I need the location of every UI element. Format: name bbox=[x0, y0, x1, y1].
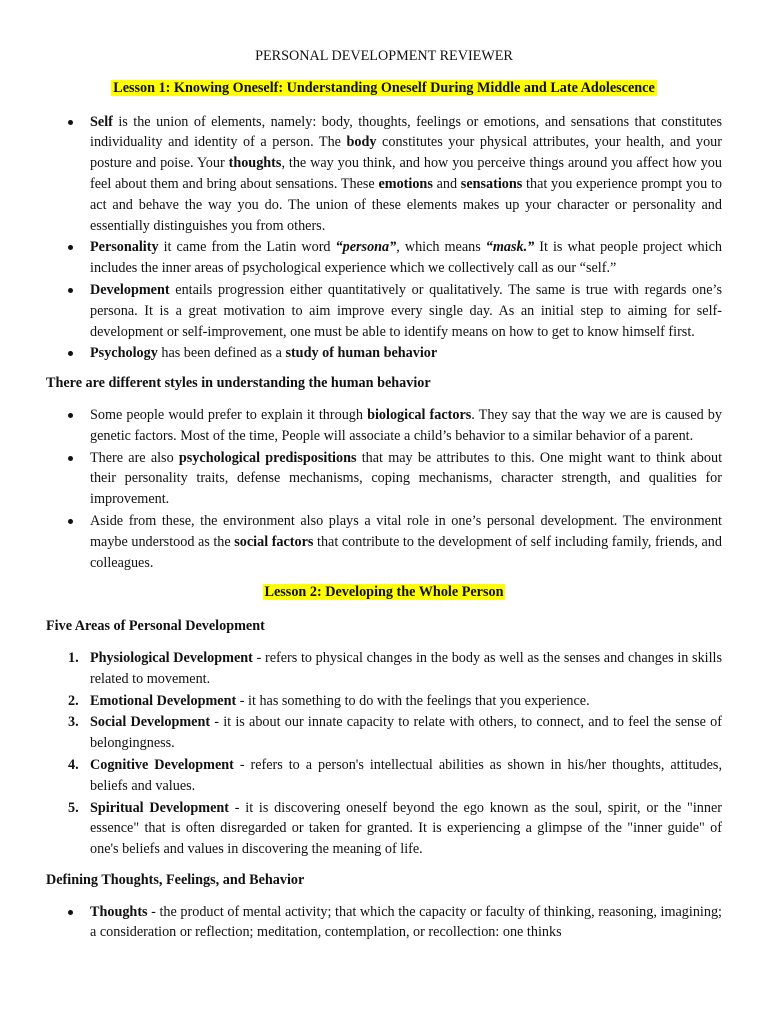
bold-term: “persona” bbox=[335, 239, 397, 256]
bold-term: sensations bbox=[460, 175, 523, 192]
five-areas-list bbox=[46, 648, 722, 860]
list-term: Cognitive Development bbox=[90, 756, 234, 773]
bold-term: Thoughts bbox=[90, 903, 148, 920]
bullet-item bbox=[90, 112, 722, 237]
body-text: It is what people project which includes the inner areas of psychological experience which we collectively call as our “self.” bbox=[90, 239, 722, 277]
lesson-2-heading-text: Lesson 2: Developing the Whole Person bbox=[264, 584, 504, 601]
bold-term: Development bbox=[90, 281, 170, 298]
list-desc: - refers to physical changes in the body as well as the senses and changes in skills related to movement. bbox=[90, 649, 723, 687]
list-item bbox=[68, 755, 722, 797]
list-number: 2. bbox=[68, 692, 79, 709]
list-term: Social Development bbox=[90, 714, 211, 731]
bullet-item bbox=[90, 343, 722, 364]
list-item bbox=[68, 691, 722, 712]
body-text: Some people would prefer to explain it through bbox=[90, 406, 368, 423]
list-item bbox=[68, 798, 722, 860]
bullet-item bbox=[90, 511, 722, 573]
body-text: There are also bbox=[90, 449, 179, 466]
body-text: that may be attributes to this. One might want to think about their personality traits, defense mechanisms, coping mechanisms, character strength, and qualities for improvement. bbox=[90, 449, 723, 508]
bullet-item bbox=[90, 280, 722, 342]
body-text: Aside from these, the environment also plays a vital role in one’s personal development. The environment maybe understood as the bbox=[90, 512, 722, 550]
bullet-item bbox=[90, 448, 722, 510]
list-number: 3. bbox=[68, 714, 79, 731]
body-text: that contribute to the development of self including family, friends, and colleagues. bbox=[90, 533, 722, 571]
body-text: that you experience prompt you to act and behave the way you do. The union of these elements makes up your character or personality and essentially distinguishes you from others. bbox=[90, 175, 722, 234]
body-text: , which means bbox=[396, 239, 486, 256]
body-text: - the product of mental activity; that which the capacity or faculty of thinking, reasoning, imagining; a consideration or reflection; meditation, contemplation, or recollection: one thinks bbox=[90, 903, 722, 941]
bold-term: biological factors bbox=[367, 406, 472, 423]
lesson-1-bullet-list bbox=[46, 112, 722, 365]
bold-term: “mask.” bbox=[485, 239, 535, 256]
list-desc: - it is discovering oneself beyond the ego known as the soul, spirit, or the "inner essence" that is often disregarded or taken for granted. It is experiencing a glimpse of the "inner guide" of one's beliefs and values in discovering the meaning of life. bbox=[90, 799, 722, 858]
body-text: , the way you think, and how you perceive things around you affect how you feel about them and bring about sensations. These bbox=[90, 155, 722, 192]
styles-bullet-list bbox=[46, 405, 722, 573]
bold-term: Psychology bbox=[90, 345, 158, 362]
lesson-1-heading bbox=[46, 78, 722, 99]
bullet-item bbox=[90, 237, 722, 279]
defining-heading: Defining Thoughts, Feelings, and Behavior bbox=[46, 871, 305, 888]
bold-term: emotions bbox=[378, 175, 433, 192]
list-item bbox=[68, 648, 723, 690]
bold-term: psychological predispositions bbox=[178, 449, 357, 466]
list-term: Physiological Development bbox=[90, 649, 253, 666]
lesson-1-heading-text: Lesson 1: Knowing Oneself: Understanding Oneself During Middle and Late Adolescence bbox=[113, 79, 655, 96]
list-term: Spiritual Development bbox=[90, 799, 229, 816]
bullet-item bbox=[90, 405, 722, 447]
body-text: it came from the Latin word bbox=[158, 239, 336, 256]
list-number: 4. bbox=[68, 756, 79, 773]
document-title: PERSONAL DEVELOPMENT REVIEWER bbox=[255, 48, 513, 64]
defining-bullet-list bbox=[46, 902, 722, 944]
bold-term: thoughts bbox=[228, 155, 282, 172]
lesson-2-heading bbox=[46, 582, 722, 603]
body-text: constitutes your physical attributes, your health, and your posture and poise. Your bbox=[90, 134, 722, 172]
list-desc: - refers to a person's intellectual abilities as shown in his/her thoughts, attitudes, beliefs and values. bbox=[90, 756, 722, 794]
list-number: 1. bbox=[68, 649, 79, 666]
bold-term: study of human behavior bbox=[285, 345, 438, 362]
body-text: is the union of elements, namely: body, thoughts, feelings or emotions, and sensations that constitutes individuality and identity of a person. The bbox=[90, 113, 722, 151]
styles-heading: There are different styles in understanding the human behavior bbox=[46, 375, 431, 392]
body-text: . They say that the way we are is caused by genetic factors. Most of the time, People will associate a child’s behavior to a similar behavior of a parent. bbox=[90, 406, 722, 444]
list-term: Emotional Development bbox=[90, 692, 237, 709]
body-text: entails progression either quantitatively or qualitatively. The same is true with regards one’s persona. It is a great motivation to aim improve every single day. As an initial step to aiming for self-development or self-improvement, one must be able to identify means on how to get to know himself first. bbox=[90, 281, 722, 340]
list-item bbox=[68, 712, 722, 754]
list-desc: - it is about our innate capacity to relate with others, to connect, and to feel the sense of belongingness. bbox=[90, 714, 722, 752]
bold-term: social factors bbox=[234, 533, 314, 550]
bullet-item bbox=[90, 902, 722, 944]
bold-term: Personality bbox=[90, 239, 159, 256]
five-areas-heading: Five Areas of Personal Development bbox=[46, 618, 265, 635]
body-text: and bbox=[432, 175, 461, 192]
list-number: 5. bbox=[68, 799, 79, 816]
list-desc: - it has something to do with the feelings that you experience. bbox=[236, 692, 590, 709]
body-text: has been defined as a bbox=[157, 345, 286, 362]
bold-term: Self bbox=[90, 113, 113, 130]
bold-term: body bbox=[346, 134, 377, 151]
